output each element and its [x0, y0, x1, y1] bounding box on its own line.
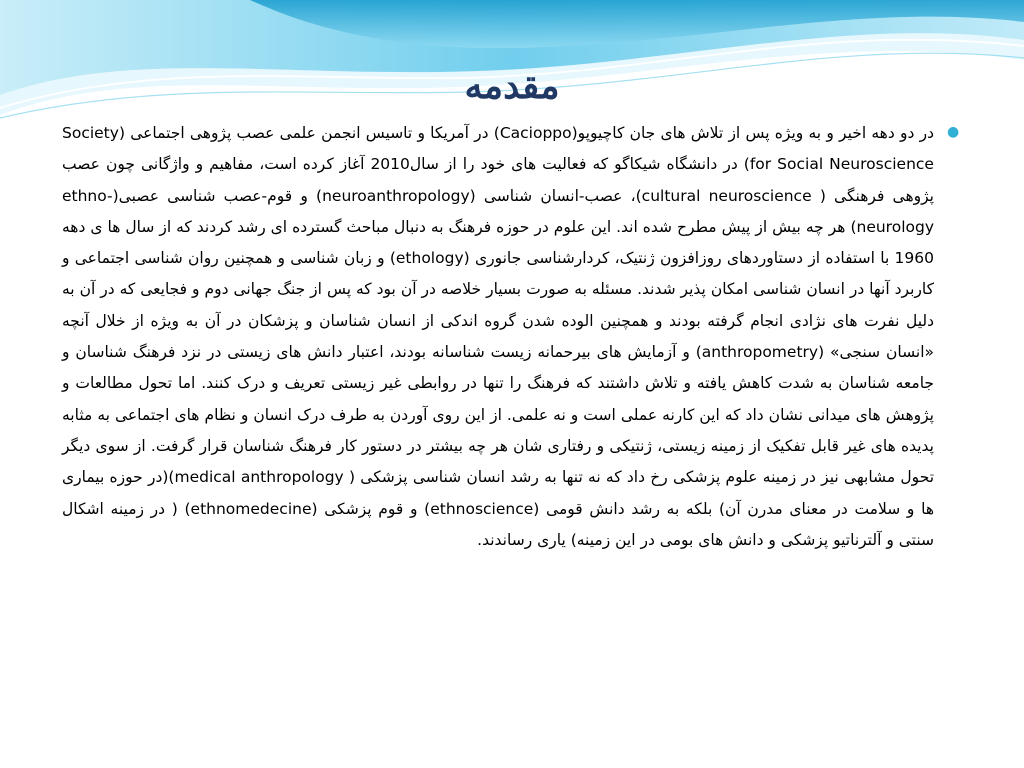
body-paragraph: در دو دهه اخیر و به ویژه پس از تلاش های جان کاچیوپو(Cacioppo) در آمریکا و تاسیس انجمن علمی عصب پژوهی اجتماعی (Society for Social Neuroscience) در دانشگاه شیکاگو که فعالیت های خود را از سال2010 آغاز کرده است، مفاهیم و واژگانی چون عصب پژوهی فرهنگی ( cultural neuroscience)، عصب-انسان شناسی (neuroanthropology) و قوم-عصب شناسی عصبی(ethno-neurology) هر چه بیش از پیش مطرح شده اند. این علوم در حوزه فرهنگ به دنبال مباحث گسترده ای رشد کردند که از سال ها ی دهه 1960 با استفاده از دستاوردهای روزافزون ژنتیک، کردارشناسی جانوری (ethology) و زبان شناسی و همچنین روان شناسی اجتماعی و کاربرد آنها در انسان شناسی امکان پذیر شدند. مسئله به صورت بسیار خلاصه در آن بود که پس از جنگ جهانی دوم و فجایعی که در آن به دلیل نفرت های نژادی انجام گرفته بودند و همچنین الوده شدن گروه اندکی از انسان شناسان و پزشکان در آن به ویژه از خلال آنچه «انسان سنجی» (anthropometry) و آزمایش های بیرحمانه زیست شناسانه بودند، اعتبار دانش های زیستی در نزد فرهنگ شناسان و جامعه شناسان به شدت کاهش یافته و تلاش داشتند که فرهنگ را تنها در روابطی غیر زیستی تعریف و درک کنند. اما تحول مطالعات و پژوهش های میدانی نشان داد که این کارنه عملی است و نه علمی. از این روی آوردن به طرف درک انسان و نظام های اجتماعی به مثابه پدیده های غیر قابل تفکیک از زمینه زیستی، ژنتیکی و رفتاری شان هر چه بیشتر در دستور کار فرهنگ شناسان قرار گرفت. از سوی دیگر تحول مشابهی نیز در زمینه علوم پزشکی رخ داد که نه تنها به رشد انسان شناسی پزشکی ( medical anthropology)(در حوزه بیماری ها و سلامت در معنای مدرن آن) بلکه به رشد دانش قومی (ethnoscience) و قوم پزشکی (ethnomedecine) ( در زمینه اشکال سنتی و آلترناتیو پزشکی و دانش های بومی در این زمینه) یاری رساندند.: [62, 124, 935, 549]
slide-title: مقدمه: [464, 65, 560, 107]
bullet-icon: ●: [947, 124, 960, 140]
